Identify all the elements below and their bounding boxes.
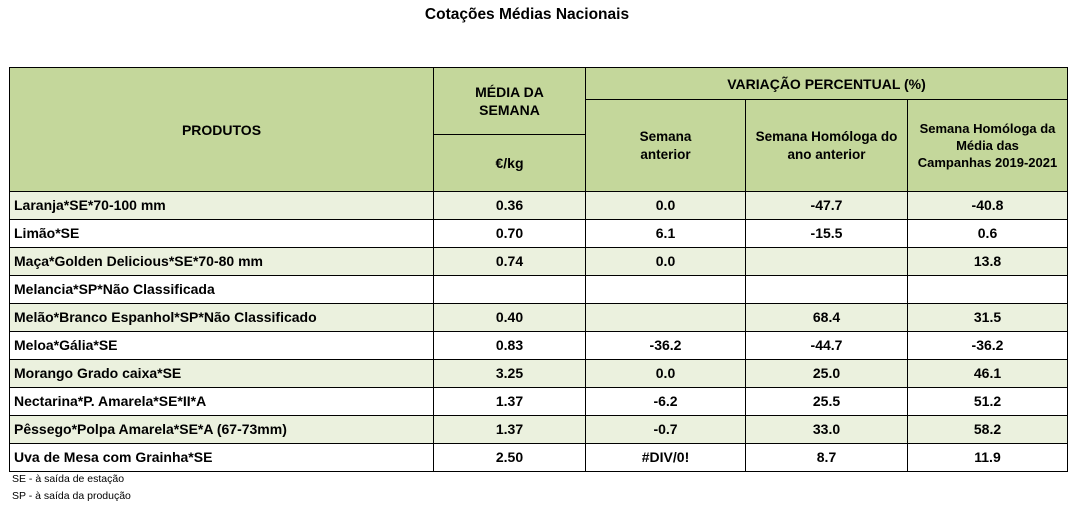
cell-homologa-campanhas: -36.2 [908,332,1068,360]
header-homologa-campanhas-label: Semana Homóloga da Média das Campanhas 2019-2021 [917,121,1058,170]
cell-homologa-campanhas: 51.2 [908,388,1068,416]
cell-media: 0.74 [434,248,586,276]
cell-homologa-ano [746,248,908,276]
cell-media: 0.40 [434,304,586,332]
cell-semana-anterior: -0.7 [586,416,746,444]
cell-homologa-campanhas: 13.8 [908,248,1068,276]
cell-homologa-campanhas: 31.5 [908,304,1068,332]
cell-homologa-ano: 25.0 [746,360,908,388]
cell-homologa-ano: -15.5 [746,220,908,248]
cell-semana-anterior: 0.0 [586,360,746,388]
cell-homologa-campanhas [908,276,1068,304]
table-row [10,388,1068,416]
header-homologa-ano [746,100,908,192]
header-media-semana [434,68,586,135]
cell-homologa-ano: 25.5 [746,388,908,416]
cell-homologa-ano: -44.7 [746,332,908,360]
cell-homologa-campanhas: 46.1 [908,360,1068,388]
cell-product: Limão*SE [10,220,434,248]
cell-semana-anterior: 0.0 [586,192,746,220]
footnotes [12,471,131,505]
table-row [10,360,1068,388]
cell-product: Morango Grado caixa*SE [10,360,434,388]
cell-media [434,276,586,304]
cell-homologa-ano: -47.7 [746,192,908,220]
cell-homologa-ano: 8.7 [746,444,908,472]
cell-semana-anterior [586,304,746,332]
cell-homologa-campanhas: 0.6 [908,220,1068,248]
footnote-sp: SP - à saída da produção [12,490,131,502]
cell-product: Melancia*SP*Não Classificada [10,276,434,304]
table-row [10,416,1068,444]
cell-product: Pêssego*Polpa Amarela*SE*A (67-73mm) [10,416,434,444]
cell-homologa-ano: 68.4 [746,304,908,332]
cell-semana-anterior: 6.1 [586,220,746,248]
cell-homologa-ano [746,276,908,304]
table-body [10,192,1068,472]
header-produtos: PRODUTOS [10,68,434,192]
table-row [10,332,1068,360]
cell-media: 0.83 [434,332,586,360]
quotes-table [9,67,1068,472]
cell-media: 1.37 [434,388,586,416]
cell-media: 0.70 [434,220,586,248]
cell-media: 2.50 [434,444,586,472]
cell-semana-anterior: #DIV/0! [586,444,746,472]
cell-media: 3.25 [434,360,586,388]
cell-media: 0.36 [434,192,586,220]
cell-homologa-campanhas: 58.2 [908,416,1068,444]
cell-semana-anterior: -6.2 [586,388,746,416]
cell-product: Laranja*SE*70-100 mm [10,192,434,220]
table-row [10,304,1068,332]
header-homologa-ano-label: Semana Homóloga do ano anterior [755,128,898,162]
header-media-semana-label: MÉDIA DA SEMANA [475,84,544,118]
cell-product: Uva de Mesa com Grainha*SE [10,444,434,472]
footnote-se: SE - à saída de estação [12,473,125,485]
cell-product: Nectarina*P. Amarela*SE*II*A [10,388,434,416]
table-row [10,444,1068,472]
table-row [10,276,1068,304]
cell-product: Meloa*Gália*SE [10,332,434,360]
header-unit: €/kg [434,135,586,192]
cell-homologa-campanhas: -40.8 [908,192,1068,220]
cell-semana-anterior [586,276,746,304]
header-variacao: VARIAÇÃO PERCENTUAL (%) [586,68,1068,100]
cell-semana-anterior: 0.0 [586,248,746,276]
cell-product: Maça*Golden Delicious*SE*70-80 mm [10,248,434,276]
header-homologa-campanhas [908,100,1068,192]
cell-product: Melão*Branco Espanhol*SP*Não Classificado [10,304,434,332]
cell-homologa-campanhas: 11.9 [908,444,1068,472]
cell-homologa-ano: 33.0 [746,416,908,444]
table-row [10,248,1068,276]
page-title: Cotações Médias Nacionais [424,6,630,23]
table-row [10,192,1068,220]
header-semana-anterior-label: Semana anterior [639,128,692,162]
cell-media: 1.37 [434,416,586,444]
table-row [10,220,1068,248]
header-semana-anterior [586,100,746,192]
cell-semana-anterior: -36.2 [586,332,746,360]
